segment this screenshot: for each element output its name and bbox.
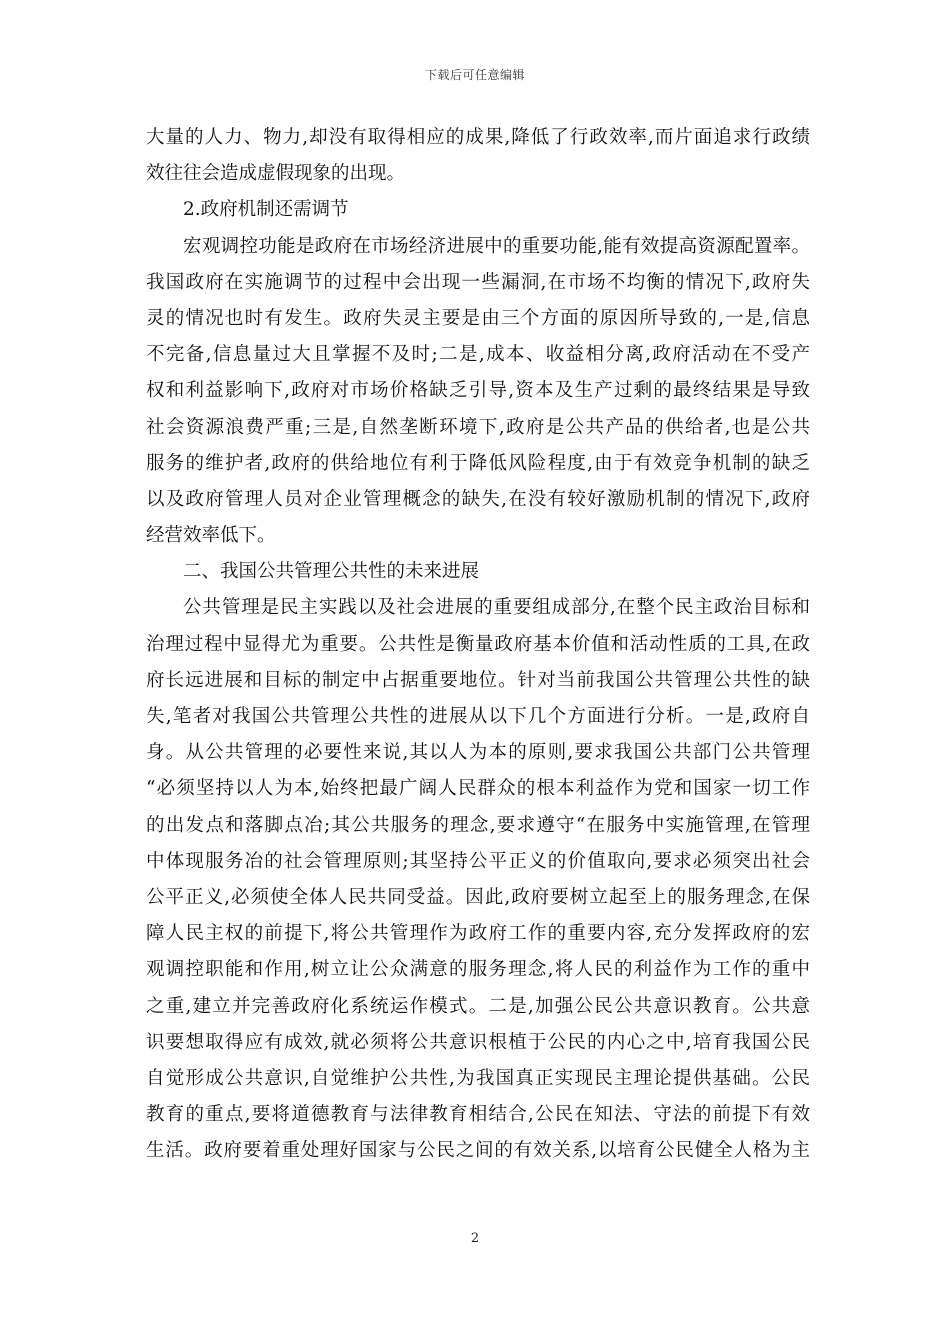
text-line: 经营效率低下。 — [146, 525, 276, 547]
text-line: 效往往会造成虚假现象的出现。 — [146, 163, 406, 185]
text-line: 权和利益影响下,政府对市场价格缺乏引导,资本及生产过剩的最终结果是导致 — [146, 380, 810, 402]
text-line: 观调控职能和作用,树立让公众满意的服务理念,将人民的利益作为工作的重中 — [146, 959, 810, 981]
text-line: 治理过程中显得尤为重要。公共性是衡量政府基本价值和活动性质的工具,在政 — [146, 633, 810, 655]
text-line: 大量的人力、物力,却没有取得相应的成果,降低了行政效率,而片面追求行政绩 — [146, 127, 810, 148]
text-line: 中体现服务冶的社会管理原则;其坚持公平正义的价值取向,要求必须突出社会 — [146, 850, 810, 872]
page-number: 2 — [470, 1231, 480, 1246]
section-heading: 2.政府机制还需调节 — [183, 199, 349, 221]
text-line: 服务的维护者,政府的供给地位有利于降低风险程度,由于有效竞争机制的缺乏 — [146, 452, 810, 474]
text-line: 不完备,信息量过大且掌握不及时;二是,成本、收益相分离,政府活动在不受产 — [146, 344, 810, 366]
text-line: 教育的重点,要将道德教育与法律教育相结合,公民在知法、守法的前提下有效 — [146, 1104, 810, 1126]
text-line: 社会资源浪费严重;三是,自然垄断环境下,政府是公共产品的供给者,也是公共 — [146, 416, 810, 438]
text-line: 失,笔者对我国公共管理公共性的进展从以下几个方面进行分析。一是,政府自 — [146, 706, 810, 727]
document-body — [146, 120, 810, 1169]
text-line: 之重,建立并完善政府化系统运作模式。二是,加强公民公共意识教育。公共意 — [146, 995, 810, 1017]
text-line: 身。从公共管理的必要性来说,其以人为本的原则,要求我国公共部门公共管理 — [146, 742, 810, 764]
text-line: 自觉形成公共意识,自觉维护公共性,为我国真正实现民主理论提供基础。公民 — [146, 1067, 810, 1089]
text-line: 公平正义,必须使全体人民共同受益。因此,政府要树立起至上的服务理念,在保 — [146, 886, 810, 908]
text-line: 府长远进展和目标的制定中占据重要地位。针对当前我国公共管理公共性的缺 — [146, 669, 810, 691]
text-line: 公共管理是民主实践以及社会进展的重要组成部分,在整个民主政治目标和 — [183, 597, 810, 619]
section-heading: 二、我国公共管理公共性的未来进展 — [183, 561, 480, 583]
text-line: 灵的情况也时有发生。政府失灵主要是由三个方面的原因所导致的,一是,信息 — [146, 307, 810, 329]
text-line: 我国政府在实施调节的过程中会出现一些漏洞,在市场不均衡的情况下,政府失 — [146, 271, 810, 293]
text-line: 障人民主权的前提下,将公共管理作为政府工作的重要内容,充分发挥政府的宏 — [146, 923, 810, 945]
text-line: 生活。政府要着重处理好国家与公民之间的有效关系,以培育公民健全人格为主 — [146, 1140, 810, 1162]
text-line: 识要想取得应有成效,就必须将公共意识根植于公民的内心之中,培育我国公民 — [146, 1031, 810, 1053]
page-header: 下载后可任意编辑 — [424, 68, 525, 82]
text-line: 以及政府管理人员对企业管理概念的缺失,在没有较好激励机制的情况下,政府 — [146, 488, 810, 510]
text-line: “必须坚持以人为本,始终把最广阔人民群众的根本利益作为党和国家一切工作 — [146, 778, 810, 800]
text-line: 的出发点和落脚点冶;其公共服务的理念,要求遵守“在服务中实施管理,在管理 — [146, 814, 810, 836]
text-line: 宏观调控功能是政府在市场经济进展中的重要功能,能有效提高资源配置率。 — [183, 235, 810, 257]
